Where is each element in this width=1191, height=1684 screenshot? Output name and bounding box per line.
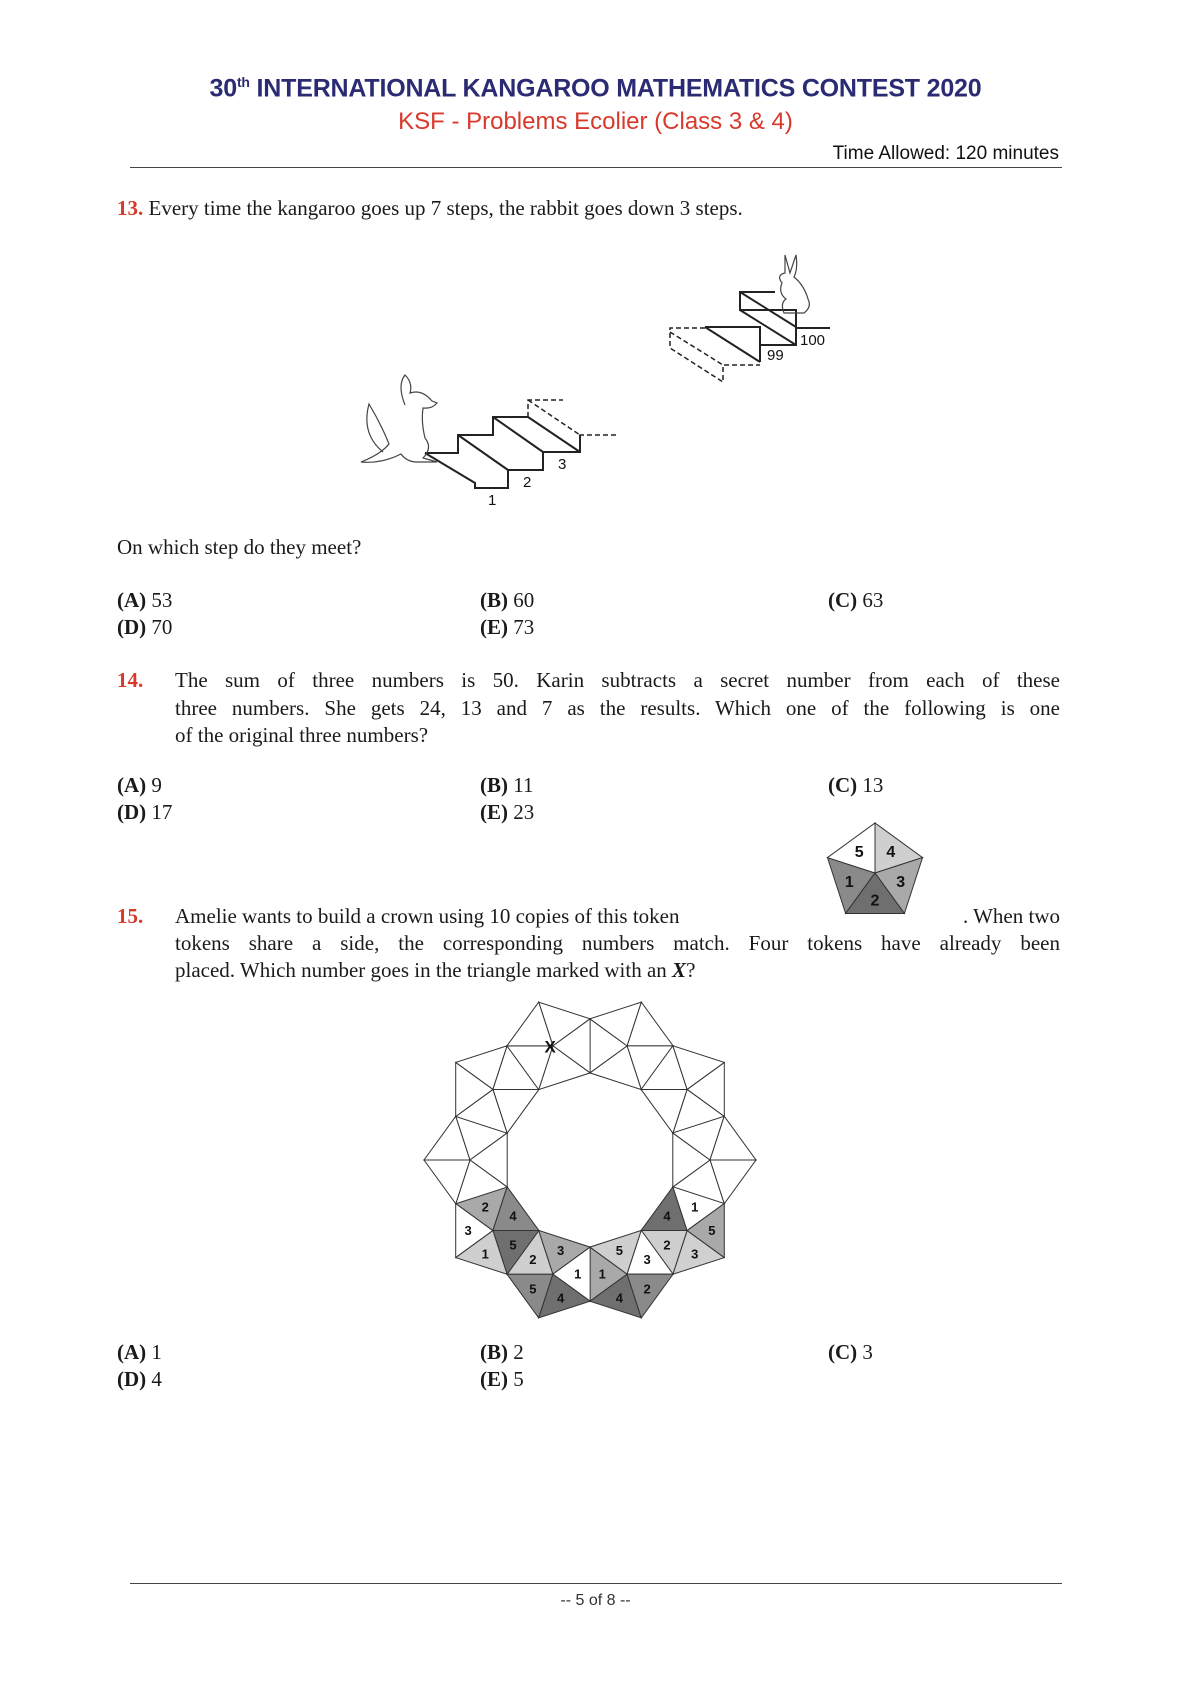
step-label: 1 [488,492,497,509]
option-c[interactable]: (C) 13 [828,773,884,797]
option-d[interactable]: (D) 4 [117,1367,162,1391]
triangle-number: 5 [615,1243,624,1259]
option-b[interactable]: (B) 60 [480,588,535,612]
question-text: of the original three numbers? [175,723,429,747]
title-ordinal: th [236,74,250,90]
token-figure [825,818,925,924]
triangle-number: 4 [886,843,896,861]
triangle-number: 4 [556,1290,565,1306]
option-c[interactable]: (C) 63 [828,588,884,612]
triangle-number: 1 [598,1266,606,1282]
triangle-number: 1 [574,1266,582,1282]
question-text: . When two [962,904,1060,928]
kangaroo-stairs [425,400,618,488]
question-number: 13. [117,196,144,220]
step-label: 3 [558,456,567,473]
rabbit-icon [780,255,810,313]
option-b[interactable]: (B) 11 [480,773,534,797]
triangle-number: 5 [529,1281,537,1297]
triangle-number: 2 [643,1281,651,1297]
triangle-number: 1 [691,1199,699,1215]
question-text: Every time the kangaroo goes up 7 steps, the rabbit goes down 3 steps. [148,196,743,220]
triangle-number: 5 [854,843,864,861]
step-label: 2 [523,474,532,491]
option-a[interactable]: (A) 9 [117,773,162,797]
option-d[interactable]: (D) 70 [117,615,173,639]
question-text: placed. Which number goes in the triangle marked with an X? [175,958,696,982]
triangle-number: 1 [481,1246,489,1262]
question-text: The sum of three numbers is 50. Karin subtracts a secret number from each of these [175,668,1060,692]
option-d[interactable]: (D) 17 [117,800,173,824]
option-a[interactable]: (A) 53 [117,588,173,612]
question-text: three numbers. She gets 24, 13 and 7 as the results. Which one of the following is one [175,696,1060,720]
triangle-number: 1 [844,873,854,891]
question-number: 15. [117,904,144,928]
triangle-number: 2 [529,1252,537,1268]
question-text: Amelie wants to build a crown using 10 copies of this token [175,904,680,928]
option-c[interactable]: (C) 3 [828,1340,873,1364]
triangle-number: 3 [464,1223,472,1239]
title-text: INTERNATIONAL KANGAROO MATHEMATICS CONTEST 2020 [249,74,982,103]
option-e[interactable]: (E) 23 [480,800,535,824]
triangle-number: 5 [509,1237,517,1253]
time-allowed: Time Allowed: 120 minutes [832,143,1059,164]
stairs-figure [340,240,840,520]
option-e[interactable]: (E) 73 [480,615,535,639]
triangle-number: 3 [691,1246,699,1262]
page-number: -- 5 of 8 -- [560,1592,631,1609]
footer-divider [130,1583,1062,1584]
triangle-number: 5 [708,1223,716,1239]
question-text: tokens share a side, the corresponding numbers match. Four tokens have already been [175,931,1060,955]
option-a[interactable]: (A) 1 [117,1340,162,1364]
kangaroo-icon [361,375,437,462]
step-label: 99 [767,347,784,364]
question-prompt: On which step do they meet? [117,535,362,559]
triangle-number: 3 [643,1252,651,1268]
title-number: 30 [209,74,237,103]
step-label: 100 [800,332,826,349]
contest-title [0,74,1191,103]
option-e[interactable]: (E) 5 [480,1367,524,1391]
crown-x-marker: X [544,1037,556,1057]
header-divider [130,167,1062,168]
question-13 [117,196,743,221]
crown-figure [420,990,760,1320]
option-b[interactable]: (B) 2 [480,1340,524,1364]
triangle-number: 4 [663,1208,671,1224]
triangle-number: 2 [870,892,880,910]
triangle-number: 4 [509,1208,517,1224]
subtitle: KSF - Problems Ecolier (Class 3 & 4) [398,108,793,135]
triangle-number: 2 [481,1199,489,1215]
triangle-number: 4 [615,1290,624,1306]
triangle-number: 3 [556,1243,565,1259]
triangle-number: 2 [663,1237,671,1253]
triangle-number: 3 [896,873,906,891]
question-number: 14. [117,668,144,692]
